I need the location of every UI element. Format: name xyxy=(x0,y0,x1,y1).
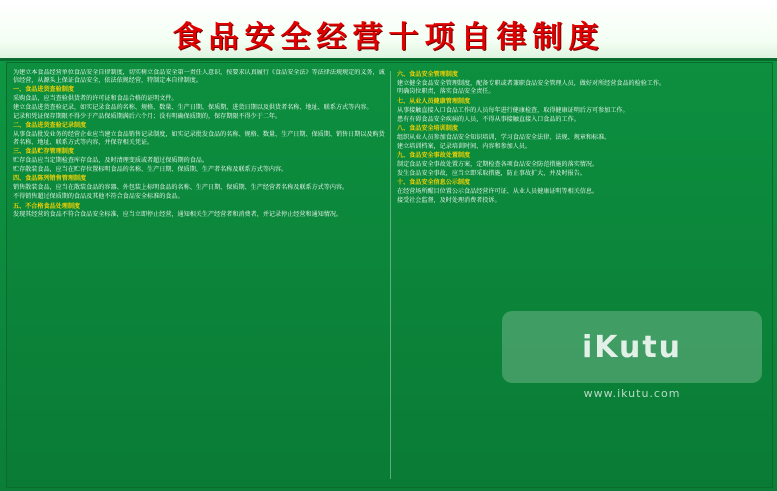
section-heading: 六、食品安全管理制度 xyxy=(397,71,458,78)
section-heading: 八、食品安全培训制度 xyxy=(397,125,458,133)
left-column xyxy=(13,69,385,481)
section-line: 发生食品安全事故，应当立即采取措施，防止事故扩大，并及时报告。 xyxy=(397,169,586,177)
intro-paragraph: 为建立本食品经营单位食品安全自律制度，切实树立食品安全第一责任人意识，按要求认真履行《食品安全法》等法律法规规定的义务，诚信经营，从源头上保证食品安全，依法依规经营，特制定本自律制度。 xyxy=(13,69,385,84)
right-column xyxy=(397,69,767,481)
section-heading: 三、食品贮存管理制度 xyxy=(13,148,74,156)
section-line: 贮存食品应当定期检查库存食品，及时清理变质或者超过保质期的食品。 xyxy=(13,157,208,165)
section-line: 发现其经营的食品不符合食品安全标准，应当立即停止经营，通知相关生产经营者和消费者，并记录停止经营和通知情况。 xyxy=(13,211,343,219)
section-line: 从事食品批发业务的经营企业应当建立食品销售记录制度，如实记录批发食品的名称、规格、数量、生产日期、保质期、销售日期以及购货者名称、地址、联系方式等内容，并保存相关凭证。 xyxy=(13,130,385,146)
section-heading: 七、从业人员健康管理制度 xyxy=(397,98,471,106)
section-heading: 十、食品安全信息公示制度 xyxy=(397,179,471,187)
section-line: 建立培训档案，记录培训时间、内容和参加人员。 xyxy=(397,142,532,150)
column-separator xyxy=(390,71,391,479)
title-band xyxy=(0,0,777,61)
poster-title: 食品安全经营十项自律制度 xyxy=(172,20,605,55)
section-line: 组织从业人员参加食品安全知识培训，学习食品安全法律、法规、规章和标准。 xyxy=(397,133,611,141)
section-line: 采购食品，应当查验供货者的许可证和食品合格的证明文件。 xyxy=(13,95,178,103)
section-heading: 二、食品进货查验记录制度 xyxy=(13,122,87,130)
section-line: 不得销售超过保质期的食品及其他不符合食品安全标准的食品。 xyxy=(13,192,184,200)
section-line: 在经营场所醒目位置公示食品经营许可证、从业人员健康证明等相关信息。 xyxy=(397,188,599,196)
section-line: 记录和凭证保存期限不得少于产品保质期满后六个月；没有明确保质期的，保存期限不得少于二年。 xyxy=(13,112,282,120)
section-heading: 四、食品陈列销售管理制度 xyxy=(13,175,87,183)
content-panel xyxy=(6,62,773,488)
section-line: 贮存散装食品，应当在贮存位置标明食品的名称、生产日期、保质期、生产者名称及联系方式等内容。 xyxy=(13,165,288,173)
watermark-url: www.ikutu.com xyxy=(583,386,681,400)
section-heading: 五、不合格食品处理制度 xyxy=(13,202,81,210)
section-line: 从事接触直接入口食品工作的人员每年进行健康检查，取得健康证明后方可参加工作。 xyxy=(397,106,629,114)
section-line: 制定食品安全事故处置方案，定期检查各项食品安全防范措施的落实情况。 xyxy=(397,161,599,169)
section-line: 建立食品进货查验记录，如实记录食品的名称、规格、数量、生产日期、保质期、进货日期以及供货者名称、地址、联系方式等内容。 xyxy=(13,103,373,111)
section-line: 接受社会监督，及时处理消费者投诉。 xyxy=(397,196,501,204)
section-heading: 一、食品进货查验制度 xyxy=(13,86,74,94)
section-line: 销售散装食品，应当在散装食品的容器、外包装上标明食品的名称、生产日期、保质期、生产经营者名称及联系方式等内容。 xyxy=(13,184,349,192)
section-line: 建立健全食品安全管理制度，配备专职或者兼职食品安全管理人员，做好对所经营食品的检验工作。 xyxy=(397,79,666,87)
section-heading: 九、食品安全事故处置制度 xyxy=(397,152,471,160)
section-line: 患有有碍食品安全疾病的人员，不得从事接触直接入口食品的工作。 xyxy=(397,115,580,123)
section-line: 明确岗位职责，落实食品安全责任。 xyxy=(397,88,495,96)
watermark-logo: iKutu xyxy=(502,311,762,383)
